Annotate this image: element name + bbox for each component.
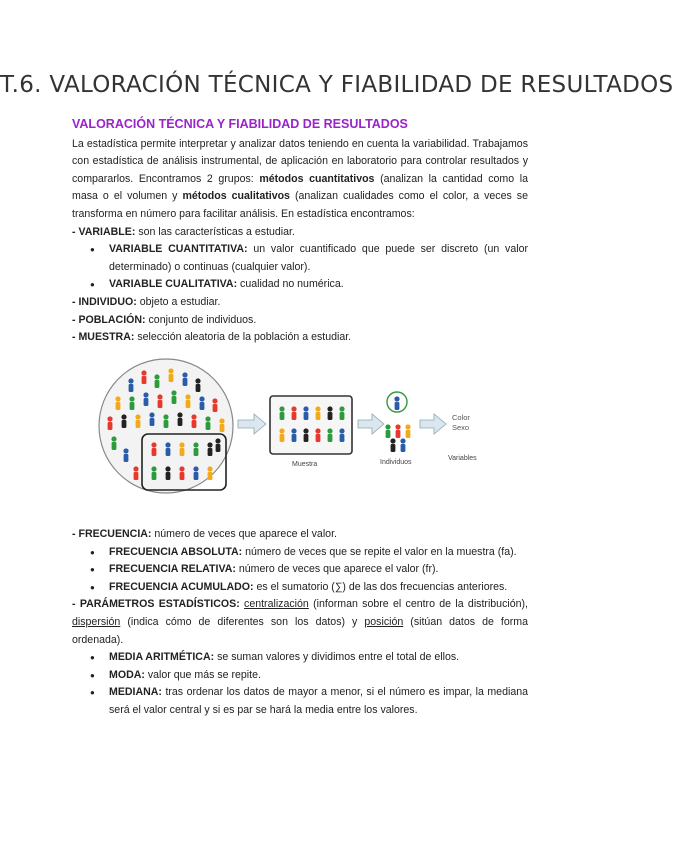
def-parametros xyxy=(72,596,528,649)
list-item xyxy=(72,276,528,294)
term-posicion: posición xyxy=(364,615,404,628)
def-text: número de veces que aparece el valor (fr). xyxy=(235,563,439,576)
def-text: un valor cuantificado que puede ser discreto (un valor determinado) o continuas (cualquier valor). xyxy=(109,243,528,273)
list-item xyxy=(72,544,528,562)
frecuencia-list xyxy=(72,544,528,597)
list-item xyxy=(72,241,528,276)
population-sample-figure xyxy=(96,356,516,496)
list-item xyxy=(72,684,528,719)
def-muestra xyxy=(72,329,528,347)
def-text: conjunto de individuos. xyxy=(145,313,257,326)
intro-text-3: (analizan cualidades como el color, a veces se transforma en número para facilitar análisis. En estadística encontramos: xyxy=(72,190,528,220)
intro-text-2: (analizan la cantidad como la masa o el volumen y xyxy=(72,172,528,203)
term-parametros: - PARÁMETROS ESTADÍSTICOS: xyxy=(72,598,240,611)
term-centralizacion: centralización xyxy=(244,598,309,611)
section-intro xyxy=(72,116,528,347)
variable-list xyxy=(72,241,528,294)
term-muestra: - MUESTRA: xyxy=(72,331,135,344)
term-media: MEDIA ARITMÉTICA: xyxy=(109,651,215,664)
def-text: selección aleatoria de la población a estudiar. xyxy=(134,331,352,344)
def-text: es el sumatorio (∑) de las dos frecuencias anteriores. xyxy=(253,580,508,593)
def-variable-text: son las características a estudiar. xyxy=(135,225,295,238)
individuals-people xyxy=(385,424,410,452)
label-color: Color xyxy=(452,413,470,422)
parametros-list xyxy=(72,649,528,719)
term-frecuencia-acumulado: FRECUENCIA ACUMULADO: xyxy=(109,580,254,593)
page-title: T.6. VALORACIÓN TÉCNICA Y FIABILIDAD DE RESULTADOS xyxy=(0,72,673,98)
term-mediana: MEDIANA: xyxy=(109,686,162,699)
term-frecuencia-absoluta: FRECUENCIA ABSOLUTA: xyxy=(109,545,243,558)
term-metodos-cuantitativos: métodos cuantitativos xyxy=(259,172,375,185)
def-text: (informan sobre el centro de la distribución), xyxy=(308,598,528,611)
arrow-icon xyxy=(238,414,266,434)
def-frecuencia xyxy=(72,526,528,544)
term-poblacion: - POBLACIÓN: xyxy=(72,313,146,326)
def-text: (indica cómo de diferentes son los datos) y xyxy=(120,615,365,628)
term-variable: - VARIABLE: xyxy=(72,225,136,238)
intro-text-1: La estadística permite interpretar y analizar datos teniendo en cuenta la variabilidad. Trabajamos con estadística de análisis instrumental, de aplicación en laboratorio para controlar resultados y compararlos. Encontramos 2 grupos: xyxy=(72,137,528,185)
section-subtitle: VALORACIÓN TÉCNICA Y FIABILIDAD DE RESULTADOS xyxy=(72,117,408,131)
list-item xyxy=(72,561,528,579)
def-individuo xyxy=(72,294,528,312)
list-item xyxy=(72,649,528,667)
def-text: se suman valores y dividimos entre el total de ellos. xyxy=(214,651,460,664)
def-text: tras ordenar los datos de mayor a menor, si el número es impar, la mediana será el valor central y si es par se hará la media entre los valores. xyxy=(109,686,528,716)
label-variables: Variables xyxy=(448,455,477,462)
term-variable-cualitativa: VARIABLE CUALITATIVA: xyxy=(109,278,238,291)
def-poblacion xyxy=(72,312,528,330)
def-text: número de veces que aparece el valor. xyxy=(151,528,337,540)
def-text: cualidad no numérica. xyxy=(237,278,344,291)
list-item xyxy=(72,579,528,597)
term-metodos-cualitativos: métodos cualitativos xyxy=(182,190,290,203)
term-moda: MODA: xyxy=(109,668,145,681)
sample-box xyxy=(270,396,352,454)
label-individuos: Individuos xyxy=(380,459,412,466)
term-frecuencia: - FRECUENCIA: xyxy=(72,528,152,540)
label-muestra: Muestra xyxy=(292,461,318,468)
arrow-icon xyxy=(358,414,384,434)
def-text: número de veces que se repite el valor en la muestra (fa). xyxy=(242,545,517,558)
intro-paragraph xyxy=(72,136,528,224)
section-frecuencia xyxy=(72,526,528,720)
term-variable-cuantitativa: VARIABLE CUANTITATIVA: xyxy=(109,243,248,256)
def-text: objeto a estudiar. xyxy=(136,295,221,308)
term-dispersion: dispersión xyxy=(72,615,121,628)
def-text: valor que más se repite. xyxy=(144,668,261,681)
def-text: (sitúan datos de forma ordenada). xyxy=(72,615,528,646)
def-variable xyxy=(72,224,528,242)
list-item xyxy=(72,667,528,685)
term-frecuencia-relativa: FRECUENCIA RELATIVA: xyxy=(109,563,236,576)
arrow-icon xyxy=(420,414,446,434)
term-individuo: - INDIVIDUO: xyxy=(72,295,137,308)
label-sexo: Sexo xyxy=(452,423,470,432)
